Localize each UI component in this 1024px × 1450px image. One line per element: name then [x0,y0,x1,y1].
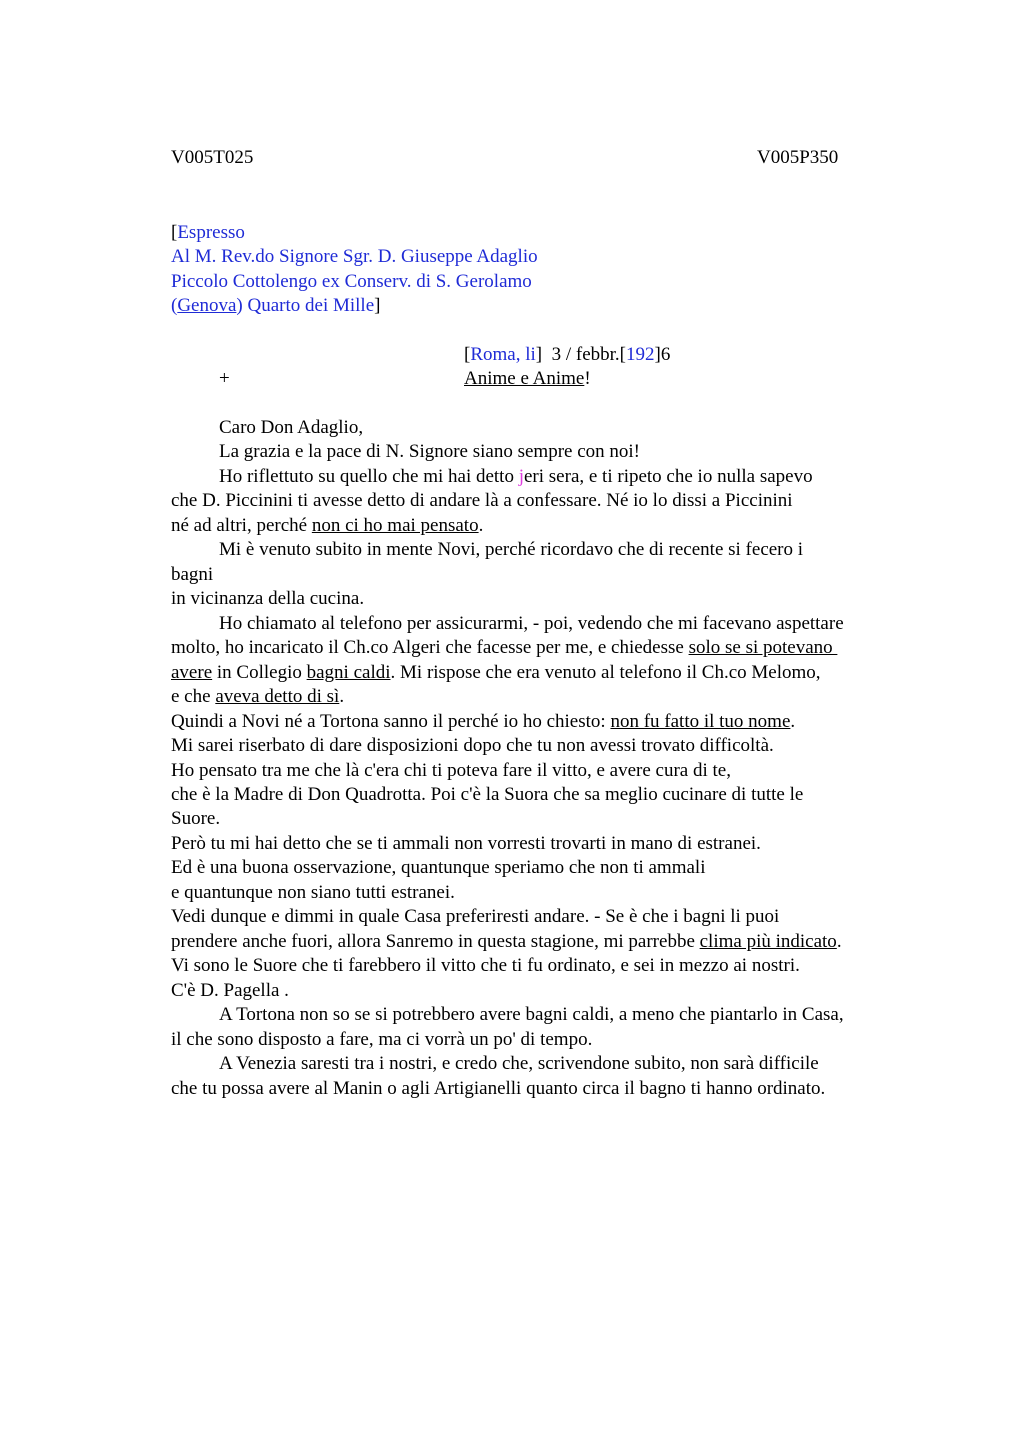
body-line [171,661,821,685]
text-run: Quindi a Novi né a Tortona sanno il perché io ho chiesto: [171,711,611,732]
address-line-2: Al M. Rev.do Signore Sgr. D. Giuseppe Adaglio [171,246,538,267]
body-line: Mi sarei riserbato di dare disposizioni dopo che tu non avessi trovato difficoltà. [171,735,774,756]
text-run: eri sera, e ti ripeto che io nulla sapevo [524,466,813,487]
text-run: Ho riflettuto su quello che mi hai detto [219,466,519,487]
date-text-end: ]6 [654,344,671,365]
address-express: Espresso [177,222,245,243]
body-line: Vedi dunque e dimmi in quale Casa preferiresti andare. - Se è che i bagni li puoi [171,906,780,927]
body-line: Ho chiamato al telefono per assicurarmi, - poi, vedendo che mi facevano aspettare [219,613,844,634]
dateline [464,343,670,367]
date-year-part: 192 [626,344,655,365]
motto-end: ! [584,368,591,389]
address-line-3: Piccolo Cottolengo ex Conserv. di S. Gerolamo [171,271,532,292]
text-run: in Collegio [212,662,307,683]
body-line [171,930,842,954]
text-run: . [339,686,345,707]
greeting: La grazia e la pace di N. Signore siano sempre con noi! [219,441,641,462]
paren: ( [171,295,178,316]
bracket: [ [171,222,178,243]
bracket: ] [535,344,543,365]
body-line: Suore. [171,808,221,829]
body-line: Ed è una buona osservazione, quantunque speriamo che non ti ammali [171,857,706,878]
cross-sign: + [219,368,230,389]
body-line: il che sono disposto a fare, ma ci vorrà un po' di tempo. [171,1029,593,1050]
body-line: C'è D. Pagella . [171,980,289,1001]
body-line [219,465,813,489]
text-run: . Mi rispose che era venuto al telefono il Ch.co Melomo, [390,662,821,683]
body-line: che D. Piccinini ti avesse detto di andare là a confessare. Né io lo dissi a Piccinini [171,490,793,511]
text-run-highlight: j [518,466,524,487]
date-text: 3 / febbr.[ [542,344,627,365]
body-line: Mi è venuto subito in mente Novi, perché ricordavo che di recente si fecero i [219,539,804,560]
text-run: né ad altri, perché [171,515,312,536]
text-run-underlined: bagni caldi [306,662,391,683]
address-line-1 [171,221,245,245]
text-run: molto, ho incaricato il Ch.co Algeri che facesse per me, e chiedesse [171,637,689,658]
header-left-code: V005T025 [171,147,254,168]
body-line: A Venezia saresti tra i nostri, e credo che, scrivendone subito, non sarà difficile [219,1053,819,1074]
body-line: Però tu mi hai detto che se ti ammali non vorresti trovarti in mano di estranei. [171,833,761,854]
motto-text: Anime e Anime [464,368,585,389]
body-line [171,710,795,734]
body-line [171,514,483,538]
body-line: bagni [171,564,214,585]
body-line: in vicinanza della cucina. [171,588,365,609]
body-line: che tu possa avere al Manin o agli Artigianelli quanto circa il bagno ti hanno ordinato. [171,1078,826,1099]
body-line: A Tortona non so se si potrebbero avere bagni caldi, a meno che piantarlo in Casa, [219,1004,844,1025]
text-run-underlined: aveva detto di sì [215,686,340,707]
body-line: Ho pensato tra me che là c'era chi ti poteva fare il vitto, e avere cura di te, [171,760,731,781]
body-line [171,685,344,709]
text-run: . [478,515,484,536]
bracket: ] [374,295,381,316]
text-run-underlined: non fu fatto il tuo nome [610,711,791,732]
text-run: prendere anche fuori, allora Sanremo in questa stagione, mi parrebbe [171,931,700,952]
body-line: e quantunque non siano tutti estranei. [171,882,455,903]
text-run-underlined: clima più indicato [699,931,837,952]
text-run: . [836,931,842,952]
text-run: . [790,711,796,732]
header-right-code: V005P350 [757,147,839,168]
body-line [171,636,837,660]
text-run-underlined: solo se si potevano [688,637,838,658]
date-place: Roma, li [470,344,536,365]
address-city: Genova [177,295,237,316]
body-line: Vi sono le Suore che ti farebbero il vitto che ti fu ordinato, e sei in mezzo ai nostri. [171,955,800,976]
text-run: e che [171,686,216,707]
address-rest: ) Quarto dei Mille [236,295,375,316]
motto [464,367,591,391]
text-run-underlined: avere [171,662,213,683]
bracket: [ [464,344,471,365]
body-line: che è la Madre di Don Quadrotta. Poi c'è la Suora che sa meglio cucinare di tutte le [171,784,804,805]
text-run-underlined: non ci ho mai pensato [311,515,479,536]
address-line-4 [171,294,380,318]
salutation: Caro Don Adaglio, [219,417,364,438]
